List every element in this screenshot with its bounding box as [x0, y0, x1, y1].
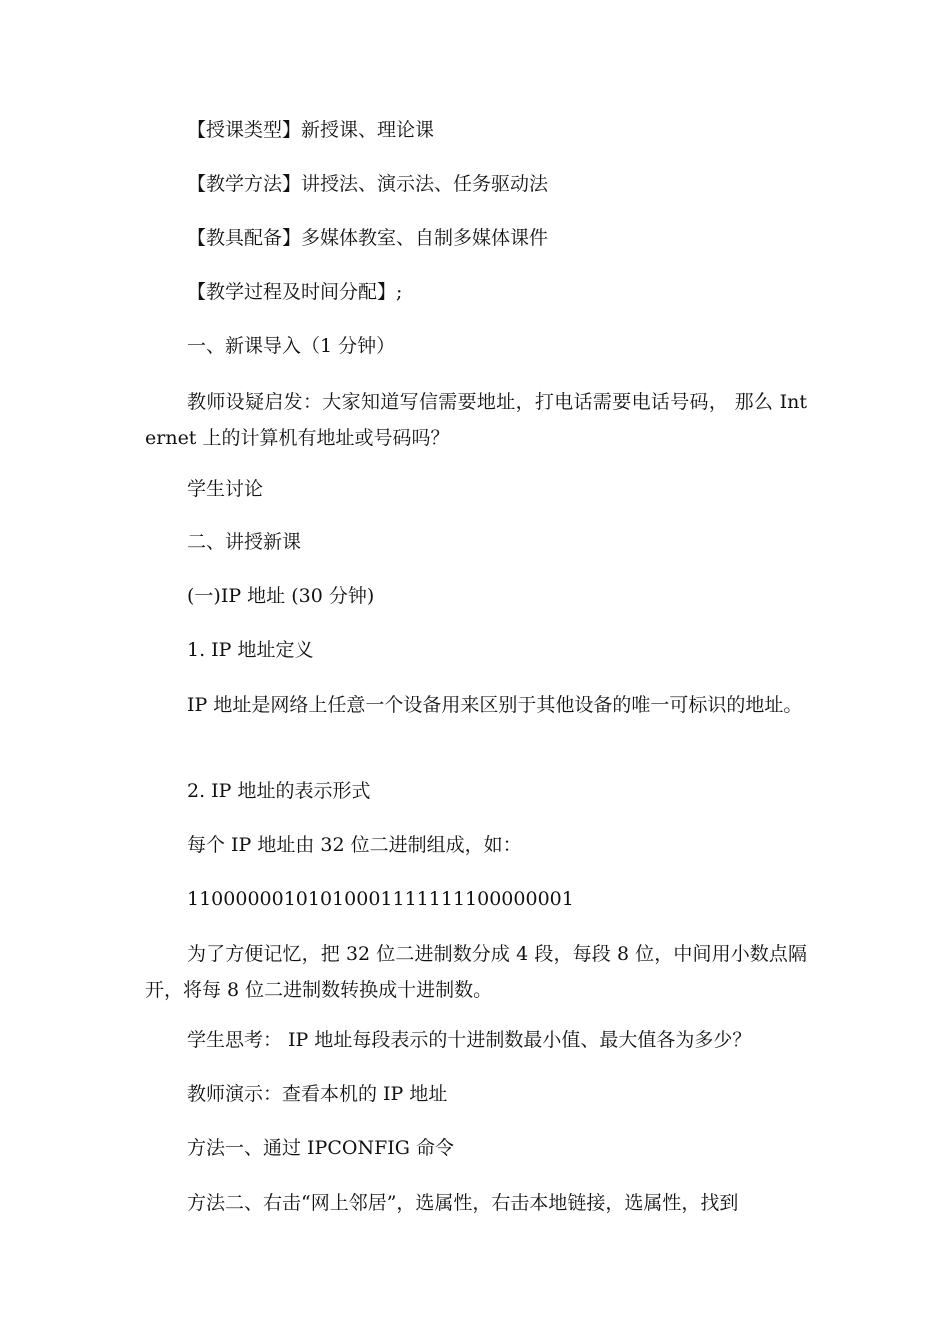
paragraph-method-one: 方法一、通过 IPCONFIG 命令 [187, 1137, 454, 1159]
paragraph-teaching-aids: 【教具配备】多媒体教室、自制多媒体课件 [187, 227, 549, 249]
paragraph-teacher-question: 教师设疑启发：大家知道写信需要地址，打电话需要电话号码， 那么 Internet 上的计算机有地址或号码吗？ [145, 391, 807, 449]
paragraph-binary-example: 11000000101010001111111100000001 [187, 888, 574, 910]
heading-ip-address: (一)IP 地址 (30 分钟) [187, 585, 375, 607]
paragraph-teaching-process: 【教学过程及时间分配】; [187, 281, 403, 303]
paragraph-dotted-decimal: 为了方便记忆，把 32 位二进制数分成 4 段，每段 8 位，中间用小数点隔开，将每 8 位二进制数转换成十进制数。 [145, 943, 807, 1001]
paragraph-method-two: 方法二、右击“网上邻居”，选属性，右击本地链接，选属性，找到 [187, 1192, 739, 1214]
paragraph-ip-bits: 每个 IP 地址由 32 位二进制组成，如： [187, 834, 522, 856]
paragraph-teaching-method: 【教学方法】讲授法、演示法、任务驱动法 [187, 173, 549, 195]
heading-new-lesson-intro: 一、新课导入（1 分钟） [187, 335, 396, 357]
heading-teach-new-lesson: 二、讲授新课 [187, 531, 302, 553]
paragraph-ip-definition: IP 地址是网络上任意一个设备用来区别于其他设备的唯一可标识的地址。 [187, 694, 803, 716]
paragraph-teacher-demo: 教师演示：查看本机的 IP 地址 [187, 1083, 448, 1105]
paragraph-student-discussion: 学生讨论 [187, 478, 264, 500]
heading-ip-definition: 1. IP 地址定义 [187, 639, 314, 661]
heading-ip-format: 2. IP 地址的表示形式 [187, 780, 371, 802]
paragraph-teaching-type: 【授课类型】新授课、理论课 [187, 119, 435, 141]
paragraph-student-thinking: 学生思考： IP 地址每段表示的十进制数最小值、最大值各为多少？ [187, 1029, 752, 1051]
